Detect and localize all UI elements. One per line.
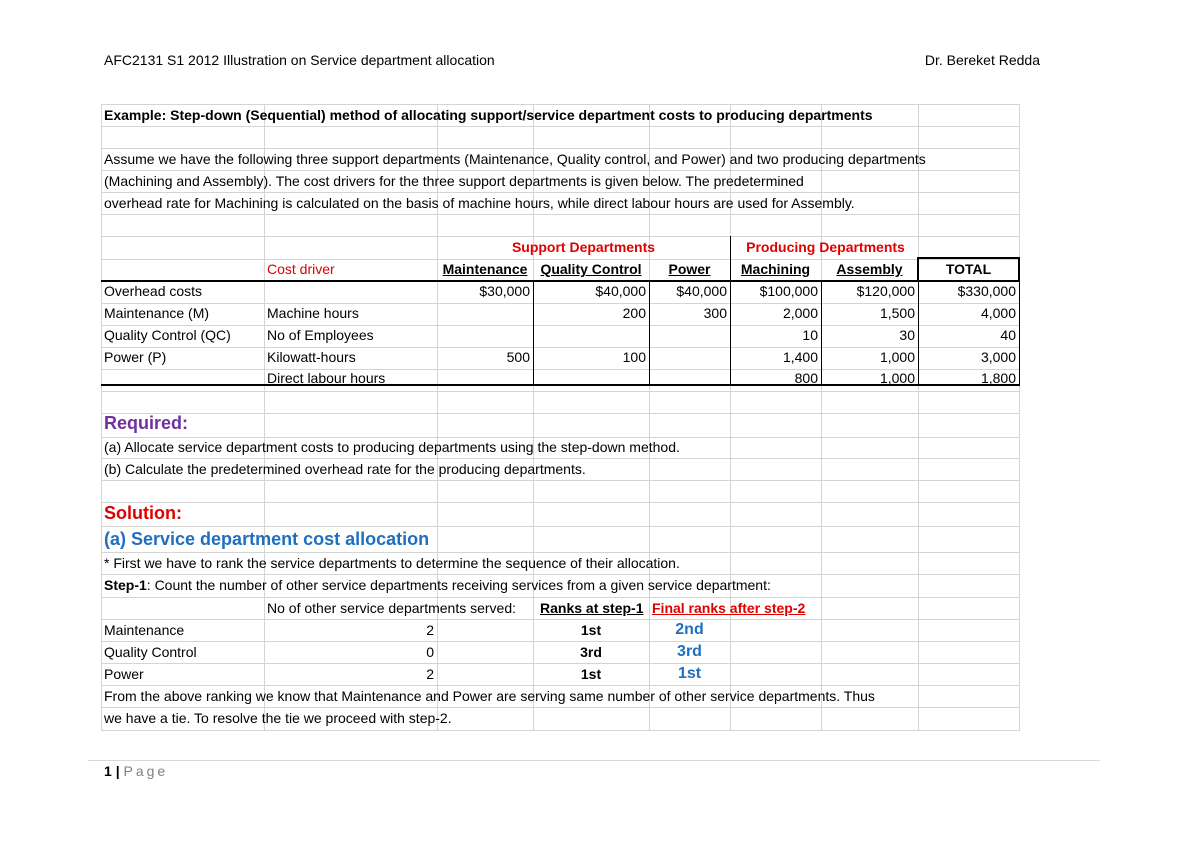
- rank-step1: 1st: [580, 666, 602, 682]
- table-cell: 2,000: [782, 305, 818, 321]
- conclusion-line-2: we have a tie. To resolve the tie we proceed with step-2.: [104, 710, 452, 726]
- required-b: (b) Calculate the predetermined overhead rate for the producing departments.: [104, 461, 586, 477]
- rank-step1: 3rd: [580, 644, 602, 660]
- rank-served: 2: [426, 666, 434, 682]
- conclusion-line-1: From the above ranking we know that Maintenance and Power are serving same number of other service departments. Thus: [104, 688, 875, 704]
- row-label: Quality Control (QC): [104, 327, 231, 343]
- table-cell: $40,000: [595, 283, 646, 299]
- table-cell: 800: [794, 370, 818, 386]
- page-number: 1: [104, 763, 112, 779]
- footer-divider: [88, 760, 1100, 761]
- intro-line-1: Assume we have the following three support departments (Maintenance, Quality control, and Power) and two producing departments: [104, 151, 926, 167]
- required-heading: Required:: [104, 413, 189, 433]
- rank-dept: Quality Control: [104, 644, 197, 660]
- table-cell: $330,000: [957, 283, 1016, 299]
- producing-departments-header: Producing Departments: [746, 239, 905, 255]
- header-left: AFC2131 S1 2012 Illustration on Service department allocation: [104, 52, 495, 68]
- table-cell: 100: [622, 349, 646, 365]
- table-cell: 1,000: [879, 370, 915, 386]
- final-rank-header: Final ranks after step-2: [652, 600, 806, 616]
- row-driver: No of Employees: [267, 327, 374, 343]
- table-cell: 30: [899, 327, 915, 343]
- table-cell: $30,000: [479, 283, 530, 299]
- rank-served: 0: [426, 644, 434, 660]
- header-right: Dr. Bereket Redda: [924, 52, 1040, 68]
- rank-dept: Maintenance: [104, 622, 185, 638]
- row-driver: Machine hours: [267, 305, 359, 321]
- table-cell: 1,400: [782, 349, 818, 365]
- solution-note: * First we have to rank the service departments to determine the sequence of their allocation.: [104, 555, 680, 571]
- rank-served: 2: [426, 622, 434, 638]
- row-label: Power (P): [104, 349, 167, 365]
- support-departments-header: Support Departments: [511, 239, 656, 255]
- solution-heading: Solution:: [104, 503, 182, 523]
- table-cell: 300: [703, 305, 727, 321]
- solution-subheading: (a) Service department cost allocation: [104, 529, 430, 549]
- required-a: (a) Allocate service department costs to producing departments using the step-down method.: [104, 439, 680, 455]
- col-power: Power: [668, 261, 711, 277]
- table-cell: $40,000: [676, 283, 727, 299]
- row-driver: Kilowatt-hours: [267, 349, 356, 365]
- rank-final: 1st: [677, 665, 702, 682]
- step1-line: [101, 575, 774, 596]
- rank-step1: 1st: [580, 622, 602, 638]
- table-cell: $120,000: [856, 283, 915, 299]
- row-label: Maintenance (M): [104, 305, 210, 321]
- table-cell: 10: [802, 327, 818, 343]
- table-cell: $100,000: [759, 283, 818, 299]
- intro-line-3: overhead rate for Machining is calculated on the basis of machine hours, while direct labour hours are used for Assembly.: [104, 195, 855, 211]
- served-header: No of other service departments served:: [267, 600, 517, 616]
- rank-final: 3rd: [677, 643, 702, 660]
- rank-dept: Power: [104, 666, 144, 682]
- table-cell: 1,000: [879, 349, 915, 365]
- table-cell: 500: [506, 349, 530, 365]
- col-machining: Machining: [740, 261, 811, 277]
- row-driver: Direct labour hours: [267, 370, 386, 386]
- step1-label: Step-1: [104, 577, 147, 593]
- col-maintenance: Maintenance: [442, 261, 528, 277]
- rank-final: 2nd: [675, 621, 704, 638]
- table-cell: 1,800: [980, 370, 1016, 386]
- table-cell: 200: [622, 305, 646, 321]
- example-title: Example: Step-down (Sequential) method of allocating support/service department costs to producing departments: [104, 107, 873, 123]
- page-word: Page: [123, 763, 169, 779]
- row-label: Overhead costs: [104, 283, 203, 299]
- table-cell: 4,000: [980, 305, 1016, 321]
- table-cell: 3,000: [980, 349, 1016, 365]
- intro-line-2: (Machining and Assembly). The cost drivers for the three support departments is given below. The predetermined: [104, 173, 804, 189]
- col-total: TOTAL: [945, 261, 992, 277]
- col-quality-control: Quality Control: [540, 261, 642, 277]
- footer: [104, 763, 168, 779]
- cost-driver-header: Cost driver: [267, 261, 335, 277]
- step1-text: : Count the number of other service departments receiving services from a given service department:: [146, 577, 771, 593]
- footer-separator: |: [115, 763, 120, 779]
- table-cell: 1,500: [879, 305, 915, 321]
- col-assembly: Assembly: [836, 261, 903, 277]
- rank1-header: Ranks at step-1: [540, 600, 644, 616]
- table-cell: 40: [1000, 327, 1016, 343]
